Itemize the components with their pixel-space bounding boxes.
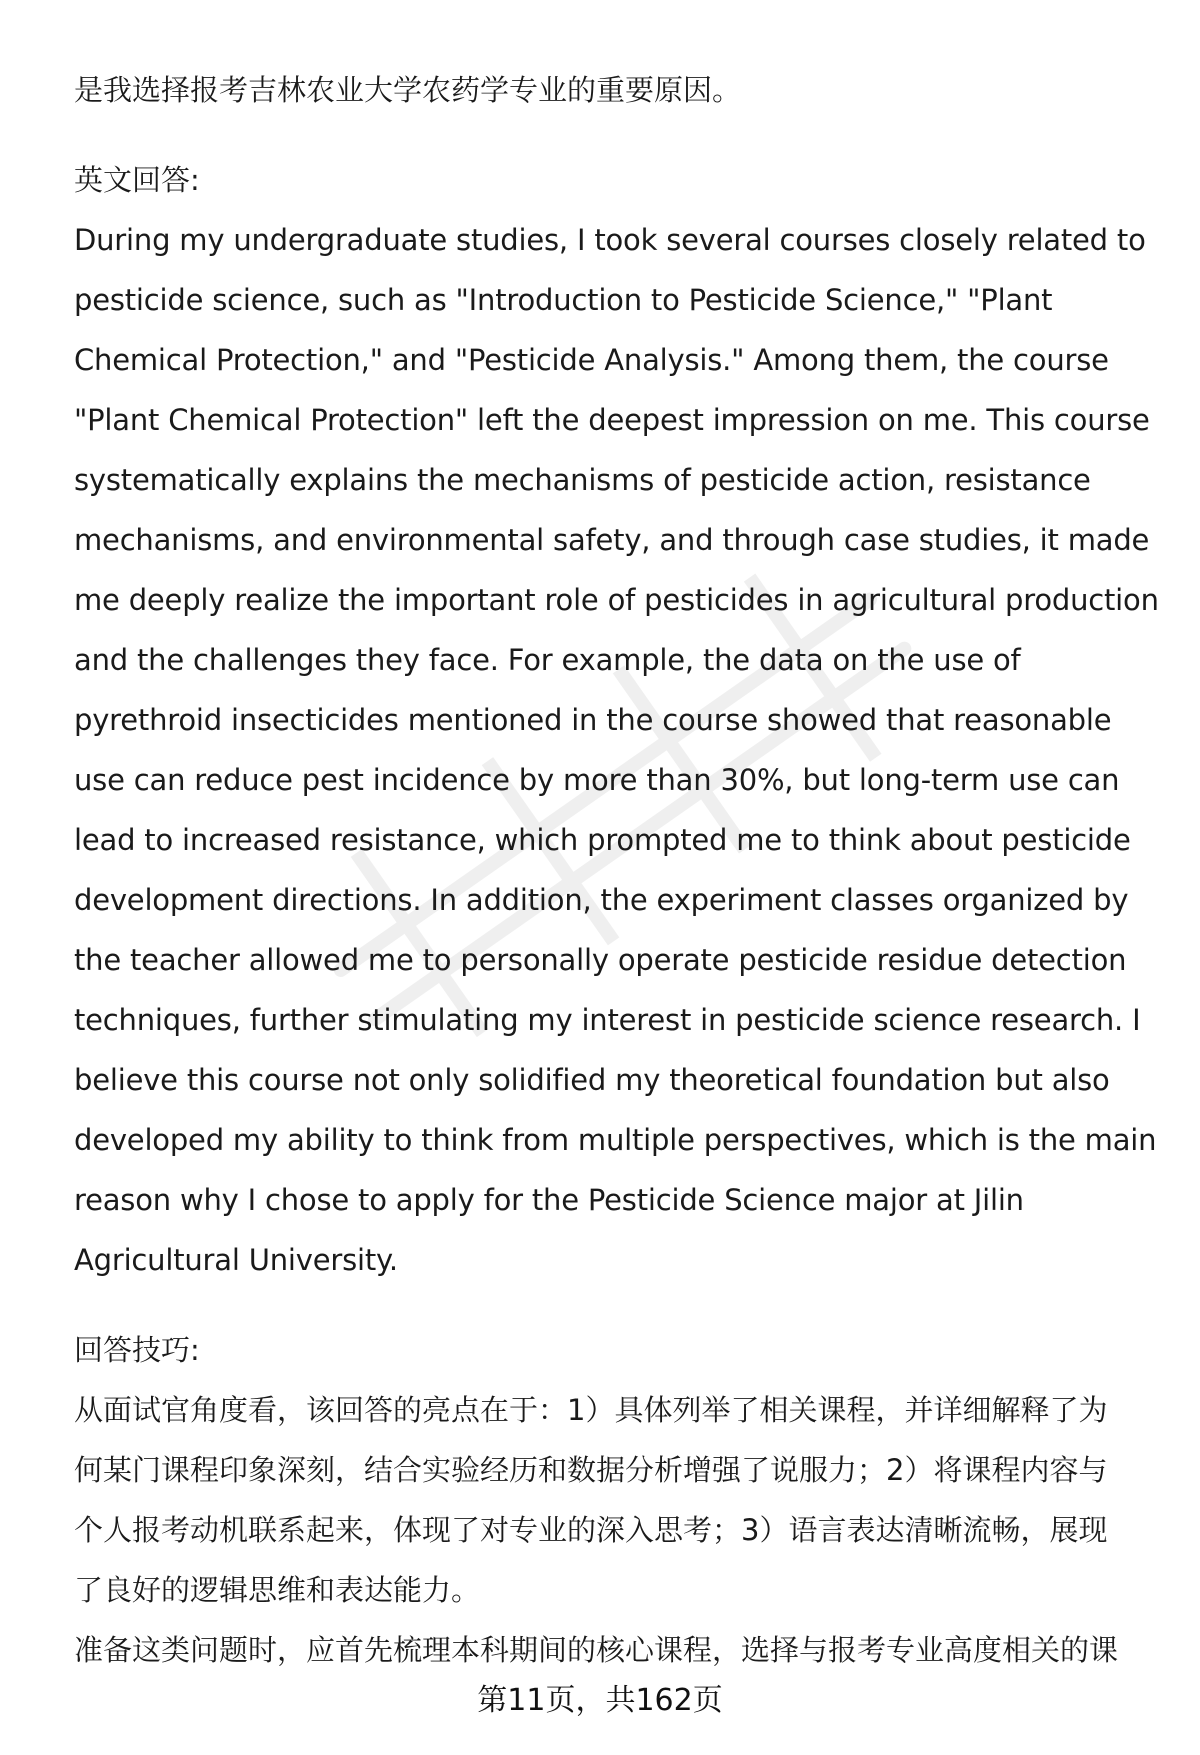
english-line: systematically explains the mechanisms of pesticide action, resistance bbox=[74, 463, 1091, 497]
english-line: the teacher allowed me to personally operate pesticide residue detection bbox=[74, 943, 1127, 977]
english-answer-body bbox=[74, 210, 1166, 1290]
tips-line: 个人报考动机联系起来，体现了对专业的深入思考；3）语言表达清晰流畅，展现 bbox=[74, 1513, 1108, 1547]
section-gap bbox=[74, 1290, 1166, 1320]
english-line: Chemical Protection," and "Pesticide Analysis." Among them, the course bbox=[74, 343, 1109, 377]
tips-body bbox=[74, 1380, 1166, 1680]
intro-tail-line: 是我选择报考吉林农业大学农药学专业的重要原因。 bbox=[74, 73, 742, 107]
section-gap bbox=[74, 120, 1166, 150]
english-line: development directions. In addition, the experiment classes organized by bbox=[74, 883, 1129, 917]
english-line: developed my ability to think from multiple perspectives, which is the main bbox=[74, 1123, 1157, 1157]
english-line: lead to increased resistance, which prompted me to think about pesticide bbox=[74, 823, 1131, 857]
english-line: During my undergraduate studies, I took several courses closely related to bbox=[74, 223, 1146, 257]
english-line: and the challenges they face. For example, the data on the use of bbox=[74, 643, 1021, 677]
english-line: use can reduce pest incidence by more than 30%, but long-term use can bbox=[74, 763, 1120, 797]
english-line: pyrethroid insecticides mentioned in the course showed that reasonable bbox=[74, 703, 1112, 737]
main-content bbox=[74, 60, 1166, 1680]
english-line: me deeply realize the important role of pesticides in agricultural production bbox=[74, 583, 1159, 617]
english-line: reason why I chose to apply for the Pesticide Science major at Jilin bbox=[74, 1183, 1024, 1217]
english-line: believe this course not only solidified my theoretical foundation but also bbox=[74, 1063, 1110, 1097]
english-line: pesticide science, such as "Introduction to Pesticide Science," "Plant bbox=[74, 283, 1053, 317]
english-answer-heading: 英文回答: bbox=[74, 163, 200, 197]
page-number-footer: 第11页，共162页 bbox=[477, 1683, 723, 1718]
english-line: "Plant Chemical Protection" left the deepest impression on me. This course bbox=[74, 403, 1150, 437]
tips-line: 了良好的逻辑思维和表达能力。 bbox=[74, 1573, 481, 1607]
tips-heading: 回答技巧: bbox=[74, 1333, 200, 1367]
english-line: mechanisms, and environmental safety, and through case studies, it made bbox=[74, 523, 1150, 557]
english-line: Agricultural University. bbox=[74, 1243, 398, 1277]
tips-line: 从面试官角度看，该回答的亮点在于：1）具体列举了相关课程，并详细解释了为 bbox=[74, 1393, 1108, 1427]
tips-line: 何某门课程印象深刻，结合实验经历和数据分析增强了说服力；2）将课程内容与 bbox=[74, 1453, 1108, 1487]
english-line: techniques, further stimulating my interest in pesticide science research. I bbox=[74, 1003, 1141, 1037]
tips-line: 准备这类问题时，应首先梳理本科期间的核心课程，选择与报考专业高度相关的课 bbox=[74, 1633, 1119, 1667]
